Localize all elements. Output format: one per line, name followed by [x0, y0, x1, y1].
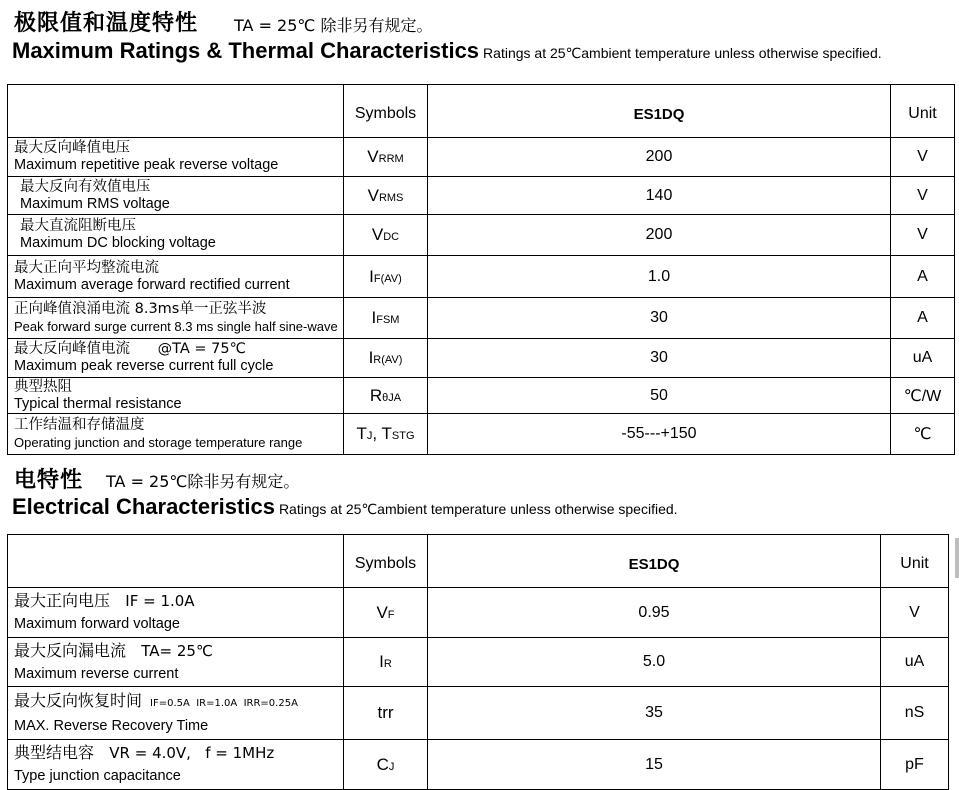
param-en: Maximum DC blocking voltage	[20, 235, 216, 251]
value-cell: 35	[428, 687, 881, 740]
header-part: ES1DQ	[428, 535, 881, 588]
param-cn: 最大反向峰值电流 @TA = 75℃	[14, 341, 246, 357]
value-cell: 50	[428, 378, 891, 414]
unit-cell: uA	[881, 638, 949, 687]
header-parameter	[8, 85, 344, 138]
electrical-title-en	[12, 494, 678, 520]
param-cn: 最大反向有效值电压	[20, 178, 151, 195]
param-en: Maximum repetitive peak reverse voltage	[14, 157, 279, 173]
param-en: Maximum RMS voltage	[20, 195, 170, 212]
value-cell: 30	[428, 339, 891, 378]
header-symbols: Symbols	[344, 535, 428, 588]
electrical-title-note: Ratings at 25℃ambient temperature unless otherwise specified.	[278, 501, 678, 517]
unit-cell: uA	[891, 339, 955, 378]
param-cn: 最大正向平均整流电流	[14, 259, 159, 276]
symbol-vf: VF	[344, 588, 428, 638]
value-cell: 0.95	[428, 588, 881, 638]
electrical-title-cn-condition: TA = 25℃除非另有规定。	[106, 472, 300, 491]
symbol-cj: CJ	[344, 740, 428, 790]
value-cell: -55---+150	[428, 414, 891, 455]
value-cell: 1.0	[428, 256, 891, 298]
param-en: MAX. Reverse Recovery Time	[14, 717, 209, 734]
symbol-tj-tstg: TJ, TSTG	[344, 414, 428, 455]
symbol-vrms: VRMS	[344, 177, 428, 215]
param-condition: VR = 4.0V, f = 1MHz	[109, 744, 275, 762]
table-row	[8, 138, 955, 177]
symbol-rthja: RθJA	[344, 378, 428, 414]
param-cn-text: 典型结电容	[14, 743, 95, 762]
symbol-ifav: IF(AV)	[344, 256, 428, 298]
param-cn	[14, 741, 343, 765]
table-row	[8, 339, 955, 378]
table-row	[8, 378, 955, 414]
table-row	[8, 414, 955, 455]
value-cell: 200	[428, 138, 891, 177]
param-cn: 最大直流阻断电压	[20, 218, 136, 234]
param-condition: TA= 25℃	[141, 641, 213, 660]
param-en: Typical thermal resistance	[14, 395, 182, 412]
param-en: Maximum peak reverse current full cycle	[14, 358, 274, 374]
value-cell: 200	[428, 215, 891, 256]
table-row	[8, 298, 955, 339]
unit-cell: ℃	[891, 414, 955, 455]
param-en: Maximum forward voltage	[14, 616, 180, 632]
table-row	[8, 638, 949, 687]
electrical-header-row	[8, 535, 949, 588]
electrical-title-en-text: Electrical Characteristics	[12, 494, 275, 519]
param-cn: 典型热阻	[14, 378, 72, 395]
param-cn-text: 最大正向电压	[14, 591, 111, 610]
ratings-title-note: Ratings at 25℃ambient temperature unless otherwise specified.	[483, 45, 882, 61]
table-row	[8, 740, 949, 790]
header-part: ES1DQ	[428, 85, 891, 138]
unit-cell: V	[891, 215, 955, 256]
param-cn-text: 最大反向漏电流	[14, 640, 127, 660]
unit-cell: V	[881, 588, 949, 638]
symbol-ir: IR	[344, 638, 428, 687]
table-row	[8, 177, 955, 215]
value-cell: 140	[428, 177, 891, 215]
unit-cell: ℃/W	[891, 378, 955, 414]
table-row	[8, 256, 955, 298]
ratings-title-en	[12, 38, 882, 64]
param-condition: IF=0.5A IR=1.0A IRR=0.25A	[150, 697, 298, 709]
header-parameter	[8, 535, 344, 588]
ratings-table	[7, 84, 955, 455]
unit-cell: A	[891, 298, 955, 339]
param-cn	[14, 639, 343, 663]
ratings-title-cn-condition: TA = 25℃ 除非另有规定。	[234, 16, 433, 35]
param-cn	[14, 689, 343, 715]
param-en: Type junction capacitance	[14, 768, 181, 784]
param-en: Maximum average forward rectified current	[14, 276, 290, 293]
symbol-vdc: VDC	[344, 215, 428, 256]
electrical-title-cn: 电特性	[14, 468, 84, 493]
param-en: Operating junction and storage temperature range	[14, 435, 303, 450]
param-cn: 正向峰值浪涌电流 8.3ms单一正弦半波	[14, 301, 267, 317]
ratings-title-cn: 极限值和温度特性	[14, 11, 199, 36]
page-edge-marker	[955, 538, 959, 578]
table-row	[8, 687, 949, 740]
header-unit: Unit	[891, 85, 955, 138]
param-en: Peak forward surge current 8.3 ms single half sine-wave	[14, 319, 338, 334]
header-unit: Unit	[881, 535, 949, 588]
param-en: Maximum reverse current	[14, 665, 179, 682]
value-cell: 5.0	[428, 638, 881, 687]
unit-cell: V	[891, 177, 955, 215]
symbol-trr: trr	[344, 687, 428, 740]
param-condition: IF = 1.0A	[125, 592, 195, 610]
symbol-vrrm: VRRM	[344, 138, 428, 177]
electrical-table	[7, 534, 949, 790]
table-row	[8, 588, 949, 638]
header-symbols: Symbols	[344, 85, 428, 138]
unit-cell: nS	[881, 687, 949, 740]
ratings-header-row	[8, 85, 955, 138]
param-cn-text: 最大反向恢复时间	[14, 690, 143, 710]
ratings-title-en-text: Maximum Ratings & Thermal Characteristics	[12, 38, 480, 63]
param-cn	[14, 589, 343, 613]
unit-cell: A	[891, 256, 955, 298]
unit-cell: V	[891, 138, 955, 177]
table-row	[8, 215, 955, 256]
unit-cell: pF	[881, 740, 949, 790]
value-cell: 15	[428, 740, 881, 790]
param-cn: 工作结温和存储温度	[14, 417, 145, 433]
param-cn: 最大反向峰值电压	[14, 140, 130, 156]
symbol-ifsm: IFSM	[344, 298, 428, 339]
symbol-irav: IR(AV)	[344, 339, 428, 378]
value-cell: 30	[428, 298, 891, 339]
